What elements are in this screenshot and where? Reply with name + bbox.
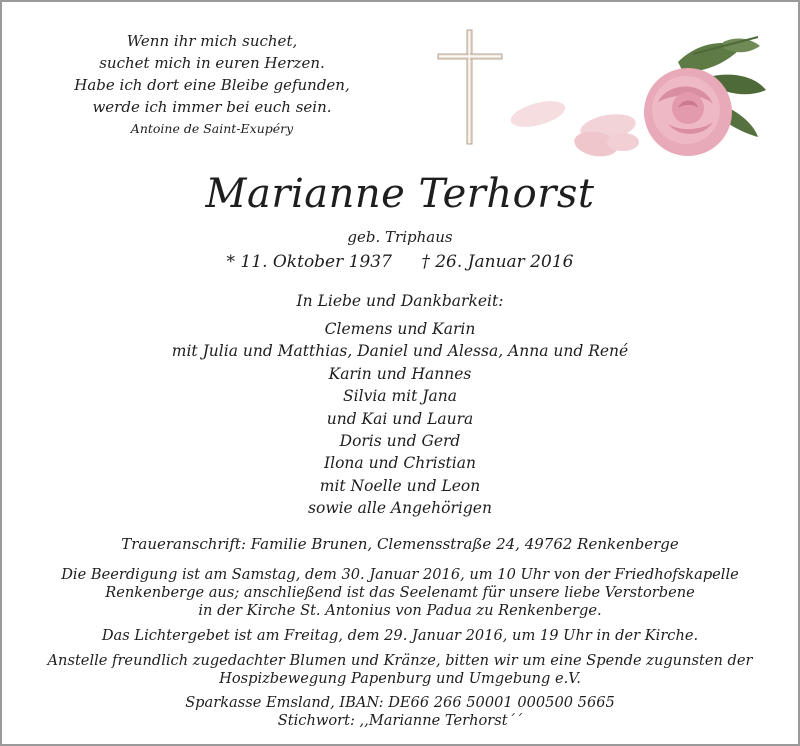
mourner-line: Silvia mit Jana	[343, 387, 457, 406]
mourner-line: Clemens und Karin	[324, 320, 476, 338]
bank-keyword: Stichwort: ,,Marianne Terhorst´´	[277, 712, 523, 729]
mourner-line: und Kai und Laura	[326, 409, 474, 428]
life-dates	[2, 252, 798, 272]
rose-image	[508, 32, 772, 172]
poem-line: Wenn ihr mich suchet,	[126, 32, 298, 50]
birth-date: * 11. Oktober 1937	[226, 252, 392, 272]
donation-notice	[2, 652, 798, 688]
mourner-line: Doris und Gerd	[339, 432, 461, 451]
mourner-line: Karin und Hannes	[328, 364, 472, 383]
funeral-line: in der Kirche St. Antonius von Padua zu Renkenberge.	[198, 602, 602, 619]
poem-line: suchet mich in euren Herzen.	[99, 54, 325, 72]
mourner-line: sowie alle Angehörigen	[308, 499, 492, 518]
funeral-line: Renkenberge aus; anschließend ist das Seelenamt für unsere liebe Verstorbene	[105, 584, 695, 601]
bank-line: Sparkasse Emsland, IBAN: DE66 266 50001 000500 5665	[185, 694, 615, 711]
cross-icon	[432, 24, 508, 150]
mourners-intro: In Liebe und Dankbarkeit:	[296, 292, 504, 310]
poem-line: werde ich immer bei euch sein.	[92, 98, 332, 116]
poem-author: Antoine de Saint-Exupéry	[130, 121, 294, 136]
mourning-address: Traueranschrift: Familie Brunen, Clemensstraße 24, 49762 Renkenberge	[121, 535, 679, 553]
donation-line: Anstelle freundlich zugedachter Blumen und Kränze, bitten wir um eine Spende zugunsten der	[47, 652, 753, 669]
prayer-notice: Das Lichtergebet ist am Freitag, dem 29. Januar 2016, um 19 Uhr in der Kirche.	[101, 627, 699, 644]
mourner-line: mit Noelle und Leon	[319, 476, 481, 495]
death-date: † 26. Januar 2016	[421, 252, 574, 272]
mourners-list	[2, 318, 798, 520]
poem	[42, 30, 382, 118]
mourner-line: mit Julia und Matthias, Daniel und Alessa, Anna und René	[171, 342, 629, 361]
donation-line: Hospizbewegung Papenburg und Umgebung e.V.	[219, 670, 581, 687]
mourner-line: Ilona und Christian	[324, 454, 476, 473]
birth-name: geb. Triphaus	[347, 228, 453, 246]
poem-line: Habe ich dort eine Bleibe gefunden,	[74, 76, 350, 94]
deceased-name: Marianne Terhorst	[205, 171, 595, 217]
funeral-line: Die Beerdigung ist am Samstag, dem 30. Januar 2016, um 10 Uhr von der Friedhofskapelle	[61, 566, 739, 583]
funeral-notice	[2, 566, 798, 620]
bank-details	[2, 694, 798, 730]
